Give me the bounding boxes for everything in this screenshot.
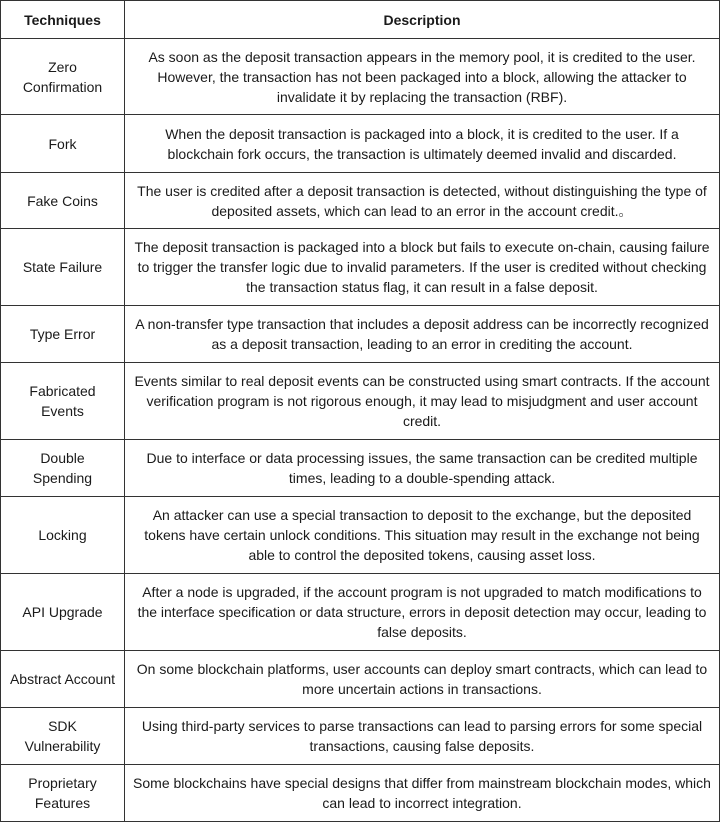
header-description: Description <box>125 1 720 39</box>
table-row <box>1 574 720 651</box>
description-cell: Using third-party services to parse transactions can lead to parsing errors for some special transactions, causing false deposits. <box>125 708 720 765</box>
technique-cell: Fork <box>1 115 125 173</box>
table-row <box>1 651 720 708</box>
description-cell: An attacker can use a special transaction to deposit to the exchange, but the deposited tokens have certain unlock conditions. This situation may result in the exchange not being able to control the deposited tokens, causing asset loss. <box>125 497 720 574</box>
header-techniques: Techniques <box>1 1 125 39</box>
technique-cell: SDK Vulnerability <box>1 708 125 765</box>
technique-cell: Type Error <box>1 306 125 363</box>
table-row <box>1 708 720 765</box>
table-row <box>1 173 720 229</box>
table-row <box>1 363 720 440</box>
technique-cell: Abstract Account <box>1 651 125 708</box>
table-row <box>1 229 720 306</box>
technique-cell: Zero Confirmation <box>1 39 125 115</box>
table-row <box>1 39 720 115</box>
table-row <box>1 765 720 822</box>
description-cell: Due to interface or data processing issues, the same transaction can be credited multiple times, leading to a double-spending attack. <box>125 440 720 497</box>
table-row <box>1 497 720 574</box>
table-body <box>1 39 720 822</box>
technique-cell: State Failure <box>1 229 125 306</box>
technique-cell: Locking <box>1 497 125 574</box>
description-cell: The user is credited after a deposit transaction is detected, without distinguishing the type of deposited assets, which can lead to an error in the account credit.。 <box>125 173 720 229</box>
description-cell: After a node is upgraded, if the account program is not upgraded to match modifications to the interface specification or data structure, errors in deposit detection may occur, leading to false deposits. <box>125 574 720 651</box>
table-row <box>1 306 720 363</box>
description-cell: When the deposit transaction is packaged into a block, it is credited to the user. If a blockchain fork occurs, the transaction is ultimately deemed invalid and discarded. <box>125 115 720 173</box>
description-cell: As soon as the deposit transaction appears in the memory pool, it is credited to the user. However, the transaction has not been packaged into a block, allowing the attacker to invalidate it by replacing the transaction (RBF). <box>125 39 720 115</box>
technique-cell: Double Spending <box>1 440 125 497</box>
technique-cell: API Upgrade <box>1 574 125 651</box>
description-cell: The deposit transaction is packaged into a block but fails to execute on-chain, causing failure to trigger the transfer logic due to invalid parameters. If the user is credited without checking the transaction status flag, it can result in a false deposit. <box>125 229 720 306</box>
technique-cell: Fake Coins <box>1 173 125 229</box>
description-cell: A non-transfer type transaction that includes a deposit address can be incorrectly recognized as a deposit transaction, leading to an error in crediting the account. <box>125 306 720 363</box>
description-cell: On some blockchain platforms, user accounts can deploy smart contracts, which can lead to more uncertain actions in transactions. <box>125 651 720 708</box>
description-cell: Events similar to real deposit events can be constructed using smart contracts. If the account verification program is not rigorous enough, it may lead to misjudgment and user account credit. <box>125 363 720 440</box>
description-cell: Some blockchains have special designs that differ from mainstream blockchain modes, which can lead to incorrect integration. <box>125 765 720 822</box>
technique-cell: Proprietary Features <box>1 765 125 822</box>
technique-cell: Fabricated Events <box>1 363 125 440</box>
table-row <box>1 115 720 173</box>
table-row <box>1 440 720 497</box>
table-header-row <box>1 1 720 39</box>
